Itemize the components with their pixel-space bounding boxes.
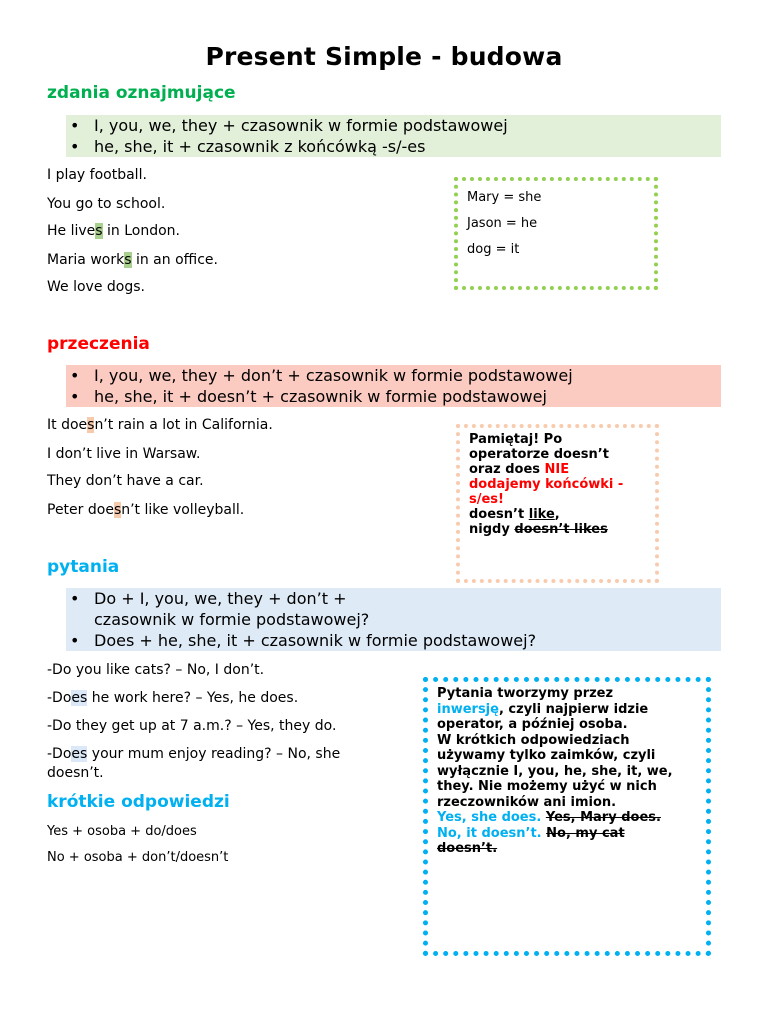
remember-note-box xyxy=(456,424,659,583)
note-line: nigdy doesn’t likes xyxy=(469,522,608,537)
example-sentence: Maria works in an office. xyxy=(47,252,218,268)
note-line: doesn’t. xyxy=(437,841,498,856)
section-heading-affirmative: zdania oznajmujące xyxy=(47,83,236,103)
note-line: W krótkich odpowiedziach xyxy=(437,732,630,748)
rule-item: • Do + I, you, we, they + don’t + czasownik w formie podstawowej? xyxy=(94,588,721,630)
example-question: -Do you like cats? – No, I don’t. xyxy=(47,662,265,678)
highlight-ending: s xyxy=(113,502,122,518)
highlight-ending: es xyxy=(71,746,88,762)
example-question: -Does he work here? – Yes, he does. xyxy=(47,690,299,706)
example-sentence: Peter doesn’t like volleyball. xyxy=(47,502,245,518)
example-sentence: You go to school. xyxy=(47,196,166,212)
example-sentence: They don’t have a car. xyxy=(47,473,204,489)
note-line: oraz does NIE xyxy=(469,462,570,477)
note-line: No, it doesn’t. No, my cat xyxy=(437,825,625,841)
highlight-ending: s xyxy=(95,223,103,239)
note-line: operator, a później osoba. xyxy=(437,717,628,732)
example-question-continued: doesn’t. xyxy=(47,765,104,781)
rule-item: • I, you, we, they + czasownik w formie podstawowej xyxy=(94,115,721,136)
rule-band-questions xyxy=(66,588,721,651)
inversion-note-box xyxy=(423,677,711,956)
short-answer-rule: No + osoba + don’t/doesn’t xyxy=(47,850,229,865)
note-line: they. Nie możemy użyć w nich xyxy=(437,779,657,794)
example-sentence: We love dogs. xyxy=(47,279,145,295)
rule-item: • he, she, it + czasownik z końcówką -s/-es xyxy=(94,136,721,157)
example-question: -Do they get up at 7 a.m.? – Yes, they do. xyxy=(47,718,337,734)
highlight-ending: es xyxy=(71,690,88,706)
example-sentence: He lives in London. xyxy=(47,223,181,239)
rule-item: • I, you, we, they + don’t + czasownik w formie podstawowej xyxy=(94,365,721,386)
example-sentence: I play football. xyxy=(47,167,147,183)
section-heading-short-answers: krótkie odpowiedzi xyxy=(47,792,230,812)
note-line: używamy tylko zaimków, czyli xyxy=(437,748,656,763)
pronoun-note-box xyxy=(454,177,658,290)
example-sentence: I don’t live in Warsaw. xyxy=(47,446,201,462)
highlight-ending: s xyxy=(87,417,95,433)
section-heading-negative: przeczenia xyxy=(47,334,150,354)
short-answer-rule: Yes + osoba + do/does xyxy=(47,824,197,839)
example-question: -Does your mum enjoy reading? – No, she xyxy=(47,746,341,762)
note-line: dog = it xyxy=(467,242,520,257)
example-sentence: It doesn’t rain a lot in California. xyxy=(47,417,273,433)
note-line: dodajemy końcówki - xyxy=(469,477,624,492)
note-line: Yes, she does. Yes, Mary does. xyxy=(437,810,661,825)
note-line: Jason = he xyxy=(467,216,538,231)
rule-band-negative xyxy=(66,365,721,407)
highlight-ending: s xyxy=(124,252,132,268)
rule-item: • he, she, it + doesn’t + czasownik w formie podstawowej xyxy=(94,386,721,407)
note-line: rzeczowników ani imion. xyxy=(437,794,617,810)
rule-item: • Does + he, she, it + czasownik w formie podstawowej? xyxy=(94,630,721,651)
page-title: Present Simple - budowa xyxy=(205,42,563,71)
note-line: Pamiętaj! Po xyxy=(469,432,563,447)
section-heading-questions: pytania xyxy=(47,557,120,577)
note-line: Pytania tworzymy przez xyxy=(437,686,614,701)
note-line: operatorze doesn’t xyxy=(469,447,609,462)
note-line: Mary = she xyxy=(467,190,542,205)
rule-band-affirmative xyxy=(66,115,721,157)
note-line: doesn’t like, xyxy=(469,507,560,522)
note-line: wyłącznie I, you, he, she, it, we, xyxy=(437,763,673,779)
note-line: inwersję, czyli najpierw idzie xyxy=(437,701,649,717)
note-line: s/es! xyxy=(469,492,504,507)
